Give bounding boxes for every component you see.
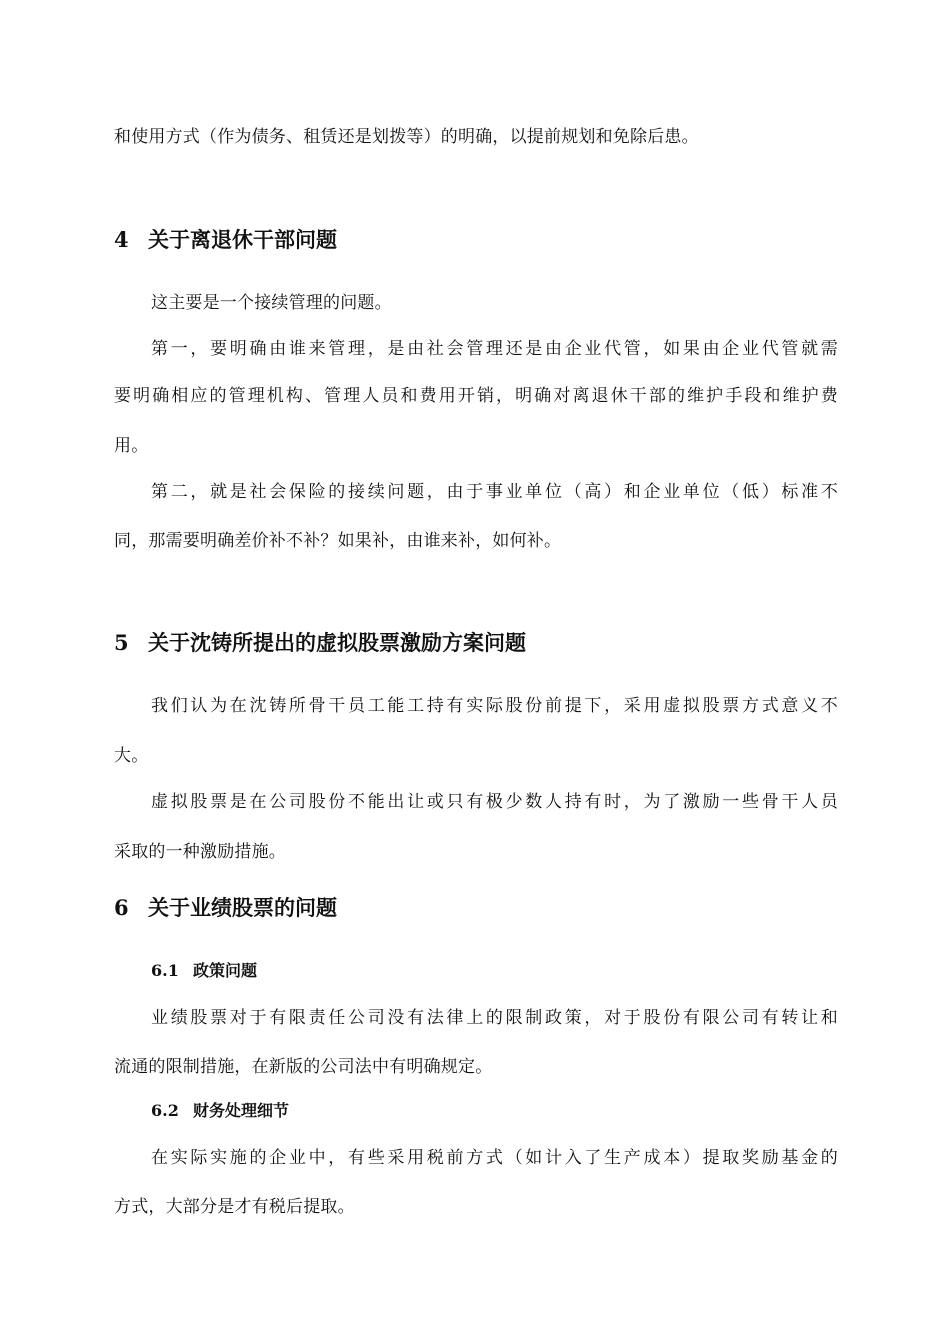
section-5-paragraph-1-line-1: 我们认为在沈铸所骨干员工能工持有实际股份前提下，采用虚拟股票方式意义不 <box>151 696 838 716</box>
section-4-number: 4 <box>114 227 129 252</box>
subsection-6-2-paragraph-line-1: 在实际实施的企业中，有些采用税前方式（如计入了生产成本）提取奖励基金的 <box>151 1148 838 1168</box>
section-4-paragraph-2-line-2: 要明确相应的管理机构、管理人员和费用开销，明确对离退休干部的维护手段和维护费 <box>114 386 838 406</box>
section-4-paragraph-2-line-1: 第一，要明确由谁来管理，是由社会管理还是由企业代管，如果由企业代管就需 <box>151 339 838 359</box>
section-5-paragraph-2-line-2: 采取的一种激励措施。 <box>114 842 286 862</box>
intro-paragraph-line: 和使用方式（作为债务、租赁还是划拨等）的明确，以提前规划和免除后患。 <box>114 127 699 147</box>
section-4-paragraph-1: 这主要是一个接续管理的问题。 <box>151 293 392 313</box>
section-6-title: 关于业绩股票的问题 <box>148 895 337 920</box>
section-5-paragraph-1-line-2: 大。 <box>114 746 149 766</box>
subsection-6-2-title: 财务处理细节 <box>193 1101 290 1120</box>
subsection-6-1-number: 6.1 <box>151 961 179 980</box>
section-4-title: 关于离退休干部问题 <box>148 227 337 252</box>
section-4-paragraph-3-line-2: 同，那需要明确差价补不补？如果补，由谁来补，如何补。 <box>114 531 562 551</box>
section-5-title: 关于沈铸所提出的虚拟股票激励方案问题 <box>148 630 526 655</box>
section-5-paragraph-2-line-1: 虚拟股票是在公司股份不能出让或只有极少数人持有时，为了激励一些骨干人员 <box>151 792 838 812</box>
subsection-6-2-number: 6.2 <box>151 1101 179 1120</box>
section-5-number: 5 <box>114 630 129 655</box>
subsection-6-1-heading <box>151 960 257 982</box>
section-4-heading <box>114 226 337 254</box>
subsection-6-1-paragraph-line-1: 业绩股票对于有限责任公司没有法律上的限制政策，对于股份有限公司有转让和 <box>151 1008 838 1028</box>
section-6-heading <box>114 894 337 922</box>
section-4-paragraph-3-line-1: 第二，就是社会保险的接续问题，由于事业单位（高）和企业单位（低）标准不 <box>151 482 838 502</box>
section-4-paragraph-2-line-3: 用。 <box>114 436 149 456</box>
subsection-6-2-heading <box>151 1100 289 1122</box>
section-5-heading <box>114 629 526 657</box>
subsection-6-1-title: 政策问题 <box>193 961 258 980</box>
section-6-number: 6 <box>114 895 129 920</box>
subsection-6-2-paragraph-line-2: 方式，大部分是才有税后提取。 <box>114 1197 355 1217</box>
subsection-6-1-paragraph-line-2: 流通的限制措施，在新版的公司法中有明确规定。 <box>114 1057 493 1077</box>
